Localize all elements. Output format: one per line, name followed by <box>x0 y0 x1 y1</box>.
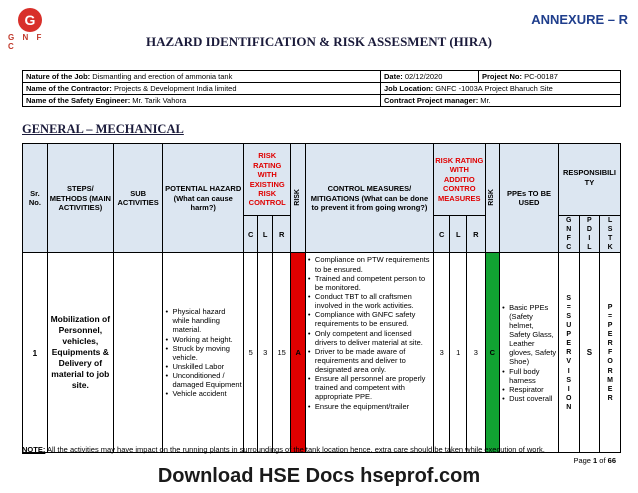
row-additional-l: 1 <box>450 253 467 453</box>
stacked-letter: E <box>607 331 613 339</box>
row-resp-gnfc <box>558 253 579 453</box>
row-resp-pdil <box>579 253 600 453</box>
hazard-header: POTENTIAL HAZARD (What can cause harm?) <box>163 144 244 253</box>
svg-text:G: G <box>24 12 36 28</box>
footer-note: NOTE: All the activities may have impact on the running plants in surroundings of the tank location hence, extra care should be taken while execution of work. <box>22 445 545 454</box>
additional-l-header: L <box>450 216 467 253</box>
row-existing-l: 3 <box>258 253 272 453</box>
risk-header-2: RISK <box>485 144 499 253</box>
list-item: • Unskilled Labor <box>164 362 242 371</box>
stacked-letter: E <box>607 385 613 393</box>
watermark-banner: Download HSE Docs hseprof.com <box>157 465 481 487</box>
safety-engineer-cell: Name of the Safety Engineer: Mr. Tarik Vahora <box>23 95 381 107</box>
list-item: • Dust coverall <box>501 394 557 403</box>
row-sr: 1 <box>23 253 48 453</box>
controls-header: CONTROL MEASURES/ MITIGATIONS (What can be done to prevent it from going wrong?) <box>305 144 433 253</box>
list-item: • Vehicle accident <box>164 389 242 398</box>
job-info-table <box>22 70 621 107</box>
stacked-letter: D <box>586 226 592 234</box>
existing-c-header: C <box>243 216 257 253</box>
list-item: • Physical hazard while handling material. <box>164 307 242 334</box>
sr-header: Sr. No. <box>23 144 48 253</box>
list-item: • Trained and competent person to be monitored. <box>307 274 432 292</box>
risk-header: RISK <box>291 144 305 253</box>
resp-pdil-header <box>579 216 600 253</box>
stacked-letter: P <box>607 303 613 311</box>
stacked-letter: L <box>587 244 592 252</box>
additional-risk-header: RISK RATING WITH ADDITIO CONTRO MEASURES <box>433 144 485 216</box>
stacked-letter: = <box>608 312 613 320</box>
stacked-letter: S <box>607 226 613 234</box>
date-cell: Date: 02/12/2020 <box>381 71 479 83</box>
stacked-letter: S <box>566 376 572 384</box>
stacked-letter: N <box>566 226 572 234</box>
list-item: • Ensure the equipment/trailer <box>307 402 432 411</box>
risk-badge-existing: A <box>291 253 305 453</box>
additional-r-header: R <box>467 216 486 253</box>
stacked-letter: I <box>588 235 591 243</box>
job-nature-cell: Nature of the Job: Dismantling and erection of ammonia tank <box>23 71 381 83</box>
list-item: • Struck by moving vehicle. <box>164 344 242 362</box>
additional-c-header: C <box>433 216 450 253</box>
stacked-letter: C <box>566 244 572 252</box>
stacked-letter: O <box>607 358 613 366</box>
responsibility-header: RESPONSIBILI TY <box>558 144 620 216</box>
sub-activities-header: SUB ACTIVITIES <box>113 144 163 253</box>
stacked-letter: N <box>566 403 572 411</box>
stacked-letter: P <box>566 331 572 339</box>
stacked-letter: U <box>566 322 572 330</box>
page-title: HAZARD IDENTIFICATION & RISK ASSESMENT (HIRA) <box>146 34 492 49</box>
row-hazards <box>163 253 244 453</box>
stacked-letter: L <box>607 217 613 224</box>
stacked-letter: R <box>607 367 613 375</box>
stacked-letter: M <box>607 376 614 384</box>
stacked-letter: R <box>607 340 613 348</box>
stacked-letter: F <box>566 235 571 243</box>
stacked-letter: O <box>566 394 572 402</box>
section-title: GENERAL – MECHANICAL <box>22 122 184 136</box>
stacked-letter: R <box>607 394 613 402</box>
annexure-label: ANNEXURE – R <box>531 12 628 27</box>
stacked-letter: T <box>607 235 613 243</box>
list-item: • Conduct TBT to all craftsmen involved in the work activities. <box>307 292 432 310</box>
project-no-cell: Project No: PC-00187 <box>479 71 621 83</box>
stacked-letter: E <box>566 340 572 348</box>
stacked-letter: K <box>607 244 613 252</box>
row-existing-c: 5 <box>243 253 257 453</box>
ppe-header: PPEs TO BE USED <box>500 144 559 253</box>
stacked-letter: R <box>566 349 572 357</box>
row-additional-r: 3 <box>467 253 486 453</box>
existing-l-header: L <box>258 216 272 253</box>
list-item: • Full body harness <box>501 367 557 385</box>
list-item: • Working at height. <box>164 335 242 344</box>
list-item: • Only competent and licensed drivers to deliver material at site. <box>307 329 432 347</box>
row-resp-lstk <box>600 253 621 453</box>
stacked-letter: I <box>567 385 570 393</box>
list-item: • Ensure all personnel are properly trained and competent with appropriate PPE. <box>307 374 432 401</box>
page-number: Page 1 of 66 <box>573 456 616 465</box>
list-item: • Compliance with GNFC safety requirements to be ensured. <box>307 310 432 328</box>
row-sub-activity <box>113 253 163 453</box>
contractor-cell: Name of the Contractor: Projects & Development India limited <box>23 83 381 95</box>
job-location-cell: Job Location: GNFC -1003A Project Bharuch Site <box>381 83 621 95</box>
row-ppe <box>500 253 559 453</box>
stacked-letter: F <box>607 349 613 357</box>
stacked-letter: = <box>566 303 571 311</box>
stacked-letter: G <box>566 217 572 224</box>
resp-gnfc-header <box>558 216 579 253</box>
list-item: • Driver to be made aware of requirements and deliver to designated area only. <box>307 347 432 374</box>
logo-text: G N F C <box>8 33 45 51</box>
table-row <box>23 253 621 453</box>
stacked-letter: V <box>566 358 572 366</box>
resp-lstk-header <box>600 216 621 253</box>
stacked-letter: S <box>566 312 572 320</box>
stacked-letter: P <box>607 322 613 330</box>
existing-r-header: R <box>272 216 291 253</box>
steps-header: STEPS/ METHODS (MAIN ACTIVITIES) <box>47 144 113 253</box>
stacked-letter: S <box>566 294 572 302</box>
list-item: • Basic PPEs (Safety helmet, Safety Glass, Leather gloves, Safety Shoe) <box>501 303 557 367</box>
row-step: Mobilization of Personnel, vehicles, Equipments & Delivery of material to job site. <box>47 253 113 453</box>
stacked-letter: I <box>567 367 570 375</box>
project-manager-cell: Contract Project manager: Mr. <box>381 95 621 107</box>
list-item: • Unconditioned / damaged Equipment <box>164 371 242 389</box>
hira-table <box>22 143 621 453</box>
list-item: • Compliance on PTW requirements to be ensured. <box>307 255 432 273</box>
stacked-letter: P <box>587 217 592 224</box>
existing-risk-header: RISK RATING WITH EXISTING RISK CONTROL <box>243 144 290 216</box>
stacked-letter: S <box>586 347 593 357</box>
risk-badge-additional: C <box>485 253 499 453</box>
row-existing-r: 15 <box>272 253 291 453</box>
row-controls <box>305 253 433 453</box>
list-item: • Respirator <box>501 385 557 394</box>
row-additional-c: 3 <box>433 253 450 453</box>
